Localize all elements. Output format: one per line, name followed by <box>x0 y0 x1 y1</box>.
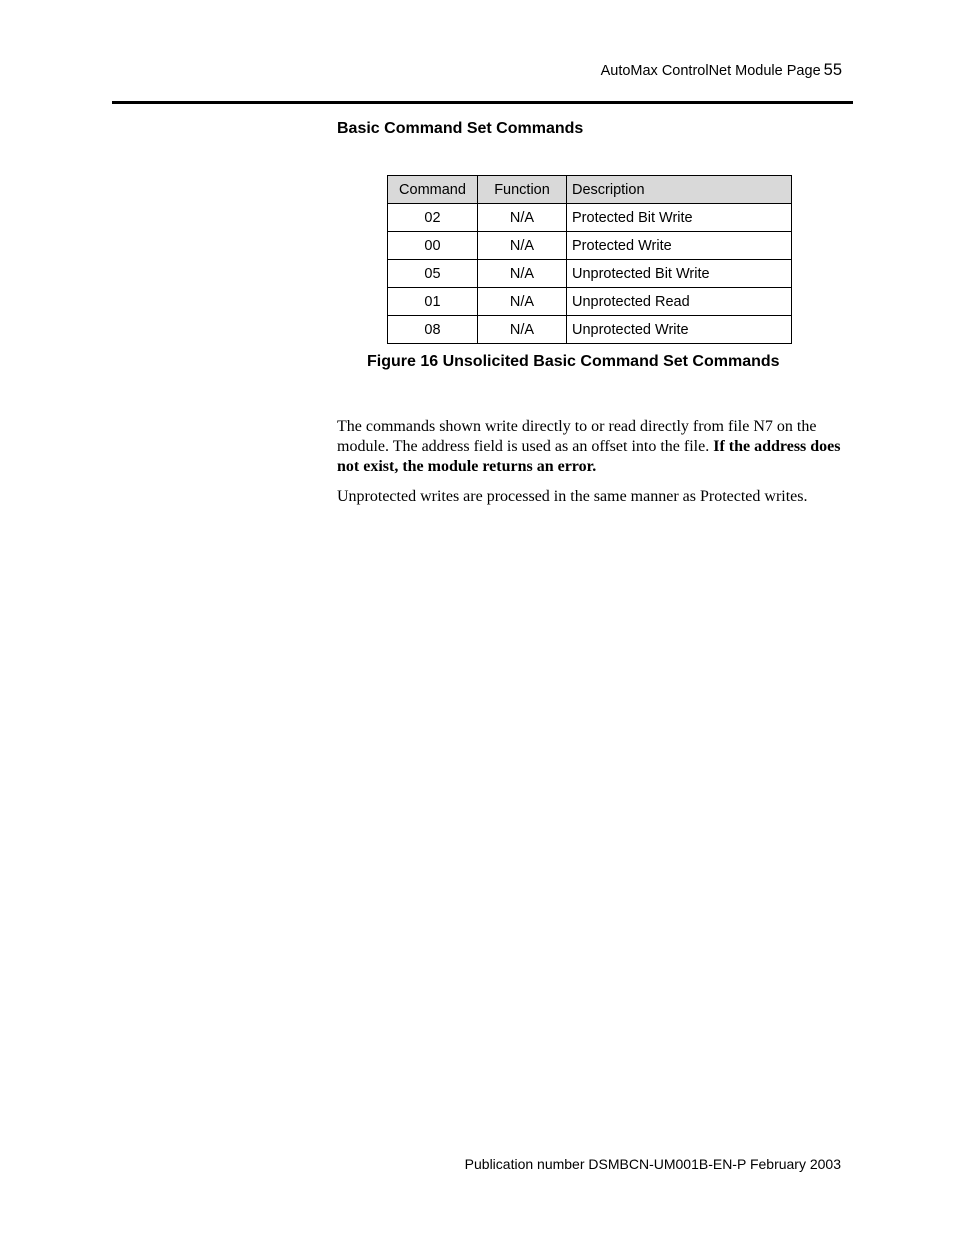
page-number: 55 <box>823 61 842 79</box>
cell-description: Unprotected Read <box>567 288 792 316</box>
cell-command: 08 <box>388 316 478 344</box>
paragraph-text: The commands shown write directly to or read directly from file N7 on the module. The address field is used as an offset into the file. <box>337 418 817 455</box>
cell-command: 02 <box>388 204 478 232</box>
cell-description: Unprotected Write <box>567 316 792 344</box>
cell-function: N/A <box>478 232 567 260</box>
cell-description: Protected Bit Write <box>567 204 792 232</box>
table-row <box>388 288 792 316</box>
column-header-function: Function <box>478 176 567 204</box>
table-row <box>388 316 792 344</box>
page-header <box>601 61 842 80</box>
page-footer: Publication number DSMBCN-UM001B-EN-P February 2003 <box>464 1156 841 1172</box>
command-table <box>387 175 792 344</box>
cell-function: N/A <box>478 260 567 288</box>
cell-function: N/A <box>478 288 567 316</box>
header-title: AutoMax ControlNet Module <box>600 63 783 79</box>
cell-command: 05 <box>388 260 478 288</box>
header-page-label: Page <box>786 63 821 79</box>
cell-description: Protected Write <box>567 232 792 260</box>
cell-command: 01 <box>388 288 478 316</box>
cell-function: N/A <box>478 204 567 232</box>
body-paragraph-1 <box>337 417 847 477</box>
column-header-description: Description <box>567 176 792 204</box>
table-header-row <box>388 176 792 204</box>
cell-command: 00 <box>388 232 478 260</box>
table-row <box>388 204 792 232</box>
figure-caption: Figure 16 Unsolicited Basic Command Set Commands <box>367 353 780 370</box>
header-rule <box>112 101 853 104</box>
paragraph-bold-text: If the address does not exist, the module returns an error. <box>337 438 841 475</box>
cell-function: N/A <box>478 316 567 344</box>
table-row <box>388 232 792 260</box>
table-row <box>388 260 792 288</box>
section-heading: Basic Command Set Commands <box>337 120 584 137</box>
column-header-command: Command <box>388 176 478 204</box>
body-paragraph-2: Unprotected writes are processed in the same manner as Protected writes. <box>337 488 808 505</box>
cell-description: Unprotected Bit Write <box>567 260 792 288</box>
